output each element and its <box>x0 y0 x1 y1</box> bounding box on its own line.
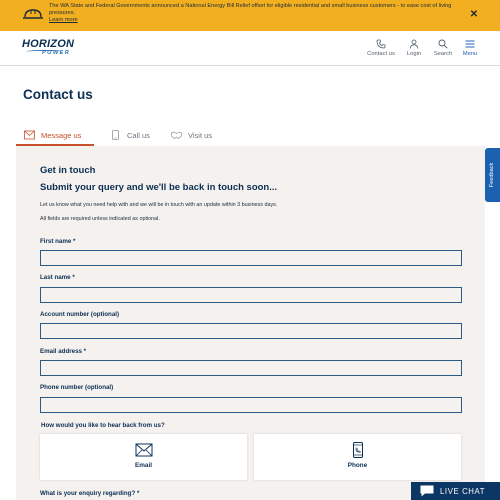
email-address-label: Email address * <box>40 348 87 355</box>
phone-number-label: Phone number (optional) <box>40 384 114 391</box>
first-name-label: First name * <box>40 238 76 245</box>
mobile-phone-icon <box>349 442 367 458</box>
feedback-label: Feedback <box>489 162 495 188</box>
search-icon <box>438 39 448 49</box>
form-heading: Get in touch <box>40 165 96 176</box>
live-chat-button[interactable] <box>411 482 500 500</box>
learn-more-link[interactable]: Learn more <box>49 17 78 23</box>
page-title: Contact us <box>23 87 93 102</box>
nav-login-label: Login <box>406 51 422 57</box>
chat-bubble-icon <box>419 484 435 498</box>
tab-call-us[interactable] <box>110 126 170 146</box>
nav-login[interactable] <box>402 39 426 57</box>
email-field[interactable] <box>40 360 462 376</box>
banner-text <box>49 3 459 24</box>
tab-visit-us[interactable] <box>171 126 231 146</box>
phone-field[interactable] <box>40 397 462 413</box>
form-note-required: All fields are required unless indicated as optional. <box>40 216 160 222</box>
user-icon <box>409 39 419 49</box>
phone-icon <box>376 39 386 49</box>
account-number-field[interactable] <box>40 323 462 339</box>
live-chat-label: LIVE CHAT <box>440 487 486 496</box>
hard-hat-icon <box>22 7 44 21</box>
close-icon: ✕ <box>469 9 479 20</box>
handshake-icon <box>171 130 182 140</box>
tab-label: Call us <box>127 131 150 140</box>
last-name-label: Last name * <box>40 274 75 281</box>
form-subheading: Submit your query and we'll be back in touch soon... <box>40 182 278 193</box>
nav-contact-label: Contact us <box>367 51 395 57</box>
last-name-field[interactable] <box>40 287 462 303</box>
contact-form <box>16 146 485 500</box>
hamburger-menu-icon <box>465 39 475 49</box>
logo-sub-text: POWER <box>42 50 71 56</box>
contact-option-phone[interactable] <box>254 434 461 480</box>
enquiry-topic-label: What is your enquiry regarding? * <box>40 490 140 497</box>
tab-message-us[interactable] <box>16 126 94 146</box>
announcement-banner <box>0 0 500 31</box>
nav-search-label: Search <box>433 51 453 57</box>
logo-main-text: HORIZON <box>22 38 75 50</box>
tab-label: Visit us <box>188 131 213 140</box>
contact-option-label: Email <box>134 462 153 469</box>
contact-option-label: Phone <box>347 462 368 469</box>
account-number-label: Account number (optional) <box>40 311 120 318</box>
close-banner-button[interactable] <box>469 10 479 20</box>
feedback-tab[interactable] <box>485 148 500 202</box>
banner-message: The WA State and Federal Governments announced a National Energy Bill Relief offset for eligible residential and small business customers - to ease cost of living pressures. <box>49 3 452 16</box>
nav-menu-label: Menu <box>462 51 478 57</box>
nav-contact-us[interactable] <box>364 39 398 57</box>
logo-swoosh <box>26 50 62 53</box>
site-header <box>0 31 500 66</box>
first-name-field[interactable] <box>40 250 462 266</box>
envelope-icon <box>135 442 153 458</box>
horizon-power-logo[interactable] <box>22 39 78 59</box>
envelope-icon <box>24 130 35 140</box>
nav-search[interactable] <box>430 39 456 57</box>
nav-menu[interactable] <box>459 39 481 57</box>
contact-tabs <box>16 126 484 146</box>
contact-preference-label: How would you like to hear back from us? <box>41 422 165 429</box>
mobile-phone-icon <box>110 130 121 140</box>
tab-label: Message us <box>41 131 82 140</box>
contact-option-email[interactable] <box>40 434 247 480</box>
form-note-response-time: Let us know what you need help with and we will be in touch with an update within 3 business days. <box>40 202 278 208</box>
